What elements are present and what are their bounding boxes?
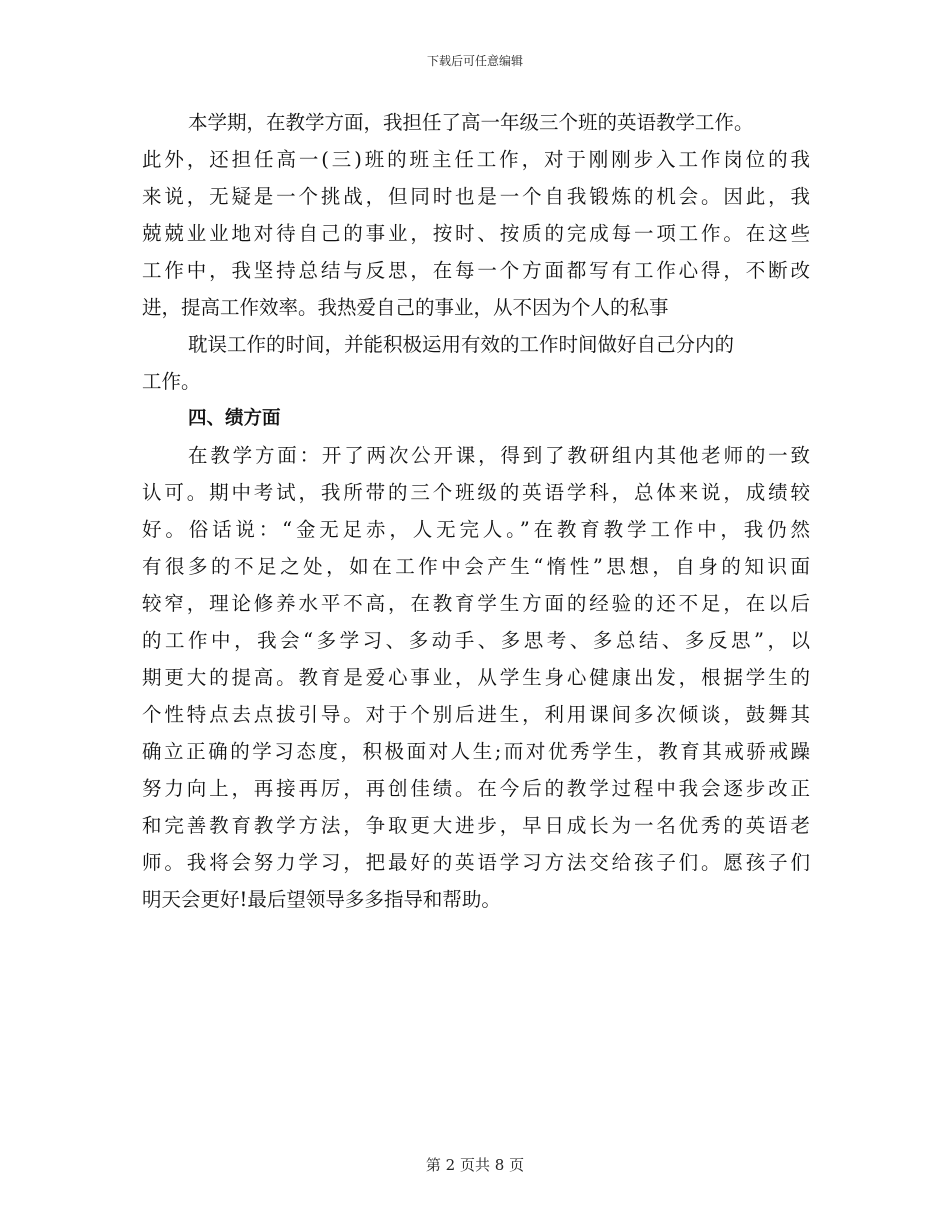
paragraph-line: 在教学方面：开了两次公开课，得到了教研组内其他老师的一致 bbox=[188, 444, 810, 467]
paragraph-line: 明天会更好!最后望领导多多指导和帮助。 bbox=[142, 888, 501, 911]
document-body bbox=[142, 104, 810, 918]
paragraph-line: 工作。 bbox=[142, 370, 201, 393]
page-footer: 第 2 页共 8 页 bbox=[425, 1156, 525, 1174]
paragraph-line: 个性特点去点拔引导。对于个别后进生，利用课间多次倾谈，鼓舞其 bbox=[142, 703, 810, 726]
paragraph-line: 此外，还担任高一(三)班的班主任工作，对于刚刚步入工作岗位的我 bbox=[142, 148, 810, 171]
paragraph-line: 耽误工作的时间，并能积极运用有效的工作时间做好自己分内的 bbox=[188, 333, 735, 356]
section-heading: 四、绩方面 bbox=[188, 408, 281, 429]
paragraph-line: 好。俗话说：“金无足赤，人无完人。”在教育教学工作中，我仍然 bbox=[142, 518, 810, 541]
paragraph-line: 和完善教育教学方法，争取更大进步，早日成长为一名优秀的英语老 bbox=[142, 814, 810, 837]
paragraph-line: 的工作中，我会“多学习、多动手、多思考、多总结、多反思”，以 bbox=[142, 629, 810, 652]
paragraph-line: 进，提高工作效率。我热爱自己的事业，从不因为个人的私事 bbox=[142, 296, 669, 319]
page-header: 下载后可任意编辑 bbox=[426, 54, 523, 68]
paragraph-line: 兢兢业业地对待自己的事业，按时、按质的完成每一项工作。在这些 bbox=[142, 222, 810, 245]
paragraph-line: 本学期，在教学方面，我担任了高一年级三个班的英语教学工作。 bbox=[188, 111, 754, 134]
paragraph-line: 期更大的提高。教育是爱心事业，从学生身心健康出发，根据学生的 bbox=[142, 666, 810, 689]
paragraph-line: 工作中，我坚持总结与反思，在每一个方面都写有工作心得，不断改 bbox=[142, 259, 810, 282]
paragraph-line: 有很多的不足之处，如在工作中会产生“惰性”思想，自身的知识面 bbox=[142, 555, 810, 578]
paragraph-line: 来说，无疑是一个挑战，但同时也是一个自我锻炼的机会。因此，我 bbox=[142, 185, 810, 208]
paragraph-line: 努力向上，再接再厉，再创佳绩。在今后的教学过程中我会逐步改正 bbox=[142, 777, 810, 800]
paragraph-line: 较窄，理论修养水平不高，在教育学生方面的经验的还不足，在以后 bbox=[142, 592, 810, 615]
paragraph-line: 认可。期中考试，我所带的三个班级的英语学科，总体来说，成绩较 bbox=[142, 481, 810, 504]
paragraph-line: 确立正确的学习态度，积极面对人生;而对优秀学生，教育其戒骄戒躁 bbox=[142, 740, 810, 763]
paragraph-line: 师。我将会努力学习，把最好的英语学习方法交给孩子们。愿孩子们 bbox=[142, 851, 810, 874]
